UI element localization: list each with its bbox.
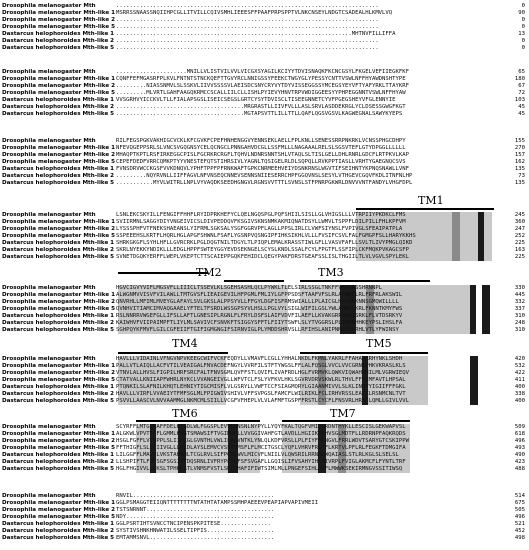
sequence-name: Drosophila melanogaster Mth-like 1 [2, 219, 115, 225]
residue-count: 332 [514, 299, 525, 305]
sequence-residues: HAVLLLVIDAINLVFNGVNPVKEEGCWIFVCKFEQDYLLVMAVFLCGLLYHHALNKDLFKMNLYAKRLFFAHAKRRHYNKLSHDH [116, 356, 403, 362]
alignment-row [0, 320, 529, 327]
sequence-residues: QNVRHLLMFIMLMVEYGLAFAYLSVLGKSLALPPSYVLLFFGYLDGFISFRMSWIALLLPLAICGLHLTHRKNNSGMQWILLLL [116, 299, 399, 305]
alignment-row [0, 327, 529, 334]
sequence-name: Drosophila melanogaster Mth-like 1 [2, 292, 115, 298]
residue-count: 400 [514, 384, 525, 390]
sequence-name: Dastarcus helophoroides Mth-like 2 [2, 104, 115, 110]
sequence-residues: ......................................MGTAPSVTTLILLTTLLQAFLQGSVGSVLKAGWEGNALSAWYKYEPS [116, 111, 403, 117]
sequence-residues: KAIWHVFVIIPAIMPFTLIYLMLSAVIVCFSNVKFTSIGGYSFFTLFIIYTSWFLSLYTVGGRSLPLTNGRHHKEYPSLIHSLFA [116, 320, 403, 326]
sequence-residues: PSVVLLAASCVLNVVAAMMGLNKMCMLSIILLVCGFVFHEPLVLVLAFMFTGSPFFRSTLCYCFLFNSVRLHRMILQMLLGIVLVVL [116, 398, 409, 404]
residue-count: 310 [514, 313, 525, 319]
alignment-row [0, 254, 529, 261]
sequence-name: Dastarcus helophoroides Mth-like 5 [2, 254, 115, 260]
alignment-row [0, 45, 529, 52]
sequence-name: Dastarcus helophoroides Mth-like 5 [2, 535, 115, 541]
sequence-residues: ALWGNMVVISVFVILAWLLTMTGVSFLIEAIGEVILHFPGMLFMLIYLGFPPSDSFTAAFVFSLRLAFWRVLRLFRFRLAKSWIL [116, 292, 403, 298]
residue-count: 452 [514, 528, 525, 534]
residue-count: 532 [514, 363, 525, 369]
sequence-residues: .............................................................................. [116, 3, 379, 9]
alignment-row [0, 145, 529, 152]
alignment-row [0, 69, 529, 76]
sequence-residues: RSLNNRRVWGEFGLLIFSLLAFTLGNESIPLRGNLFLFRYLDSFSLAIFVDVFILAEFLLKVAKGRPRRNSSRKLFLVTDSRKYV [116, 313, 403, 319]
residue-count: 0 [521, 17, 525, 23]
tm2-bar-right [224, 280, 284, 282]
tm2-label: TM2 [196, 266, 222, 279]
sequence-residues: SKRLNYEKKYNDIKLLLEDGLHPPFSWTEYGGYEVDSEKNGELSCYSLKNDLSSALFCYLFPGTFLSSFIPLCKFMQKPVKAGCSFP [116, 247, 409, 253]
sequence-name: Drosophila melanogaster Mth-like 5 [2, 90, 115, 96]
residue-count: 103 [514, 97, 525, 103]
sequence-name: Drosophila melanogaster Mth [2, 138, 96, 144]
tm6-bar [136, 420, 260, 422]
sequence-name: Dastarcus helophoroides Mth-like 2 [2, 247, 115, 253]
residue-count: 157 [514, 152, 525, 158]
alignment-row [0, 159, 529, 166]
residue-count: 618 [514, 431, 525, 437]
sequence-name: Drosophila melanogaster Mth [2, 285, 96, 291]
residue-count: 45 [518, 111, 525, 117]
residue-count: 337 [514, 306, 525, 312]
alignment-row [0, 299, 529, 306]
residue-count: 496 [514, 438, 525, 444]
sequence-residues: HAVLLLVIRFLVVAEIYTFMFSGLMLFPIGWIVSHIVLVFFSVPGSLFAMCFLWILRIKLFCLIRHVRSSLEATKLRSNMCNLTVT [116, 391, 406, 397]
alignment-row [0, 391, 529, 398]
sequence-residues: .............................................................................. [116, 24, 379, 30]
alignment-row [0, 528, 529, 535]
residue-count: 310 [514, 327, 525, 333]
sequence-name: Drosophila melanogaster Mth-like 5 [2, 24, 115, 30]
alignment-row [0, 493, 529, 500]
tm6-label: TM6 [172, 407, 198, 420]
alignment-row [0, 17, 529, 24]
sequence-name: Drosophila melanogaster Mth-like 5 [2, 306, 115, 312]
residue-count: 72 [518, 90, 525, 96]
sequence-residues: .........NQYRVNLLIIFFAGVLNFVNSEQCNNEVSENNSNIIESERRCHPFGGQVNSLSESYLVTHGEVCGQVFKDLITNFNLHP [116, 173, 413, 179]
residue-count: 252 [514, 233, 525, 239]
sequence-name: Dastarcus helophoroides Mth-like 1 [2, 240, 115, 246]
sequence-residues: GGLPSMAGGTEIIQNTTTTTTTTNTATHTATAMPSSMHPAEEEVPEAPIAPVAPIVMEII [116, 500, 319, 506]
sequence-residues: FVNSDRVWCCKGSFVVKDNQVLYPHFTPPFPFRNKWAFTGPKCNRMEEHVEIYDSNKRNSLWGVTIFSEIHNTYKPNQSNAWLLVNF [116, 166, 409, 172]
residue-count: 45 [518, 104, 525, 110]
alignment-row [0, 233, 529, 240]
residue-count: 155 [514, 138, 525, 144]
residue-count: 247 [514, 226, 525, 232]
alignment-row [0, 10, 529, 17]
alignment-row [0, 445, 529, 452]
sequence-name: Drosophila melanogaster Mth-like 5 [2, 233, 115, 239]
residue-count: 162 [514, 159, 525, 165]
alignment-row [0, 356, 529, 363]
sequence-residues: CQNFFEFMGASRFPLKVLFNTNTSTNCKQEFTTGVYRCLNNIGSSYFEEKCTWGYGLYPESSYCNTTVSWLNFFHYAWDNSHTYPE [116, 76, 406, 82]
sequence-name: Drosophila melanogaster Mth-like 1 [2, 10, 115, 16]
residue-count: 493 [514, 445, 525, 451]
sequence-residues: VVSGRHVYICCKVLTLLFIALAPSGSLISEICSEGSLGRTCYSYTDVISCLTISEEGNNETCYVFPGEGSHEYVFGLENNYIE [116, 97, 396, 103]
sequence-name: Dastarcus helophoroides Mth-like 1 [2, 313, 115, 319]
sequence-residues: TSTSNRNNT...................................... [116, 507, 275, 513]
sequence-name: Dastarcus helophoroides Mth-like 2 [2, 38, 115, 44]
alignment-row [0, 3, 529, 10]
sequence-name: Drosophila melanogaster Mth-like 2 [2, 507, 115, 513]
sequence-name: Dastarcus helophoroides Mth-like 5 [2, 111, 115, 117]
sequence-name: Drosophila melanogaster Mth [2, 493, 96, 499]
sequence-name: Drosophila melanogaster Mth-like 1 [2, 76, 115, 82]
tm7-label: TM7 [330, 407, 356, 420]
residue-count: 411 [514, 377, 525, 383]
residue-count: 248 [514, 320, 525, 326]
residue-count: 505 [514, 507, 525, 513]
sequence-name: Drosophila melanogaster Mth-like 2 [2, 152, 115, 158]
sequence-residues: NFEVQGEPPSRLSLVNCSVGQGNSYCELQCNGCLPNNGAHVDCGLLSSFMLLLNAGAAALRELSLSGSVTEFLGTYDPGGLLLLLL [116, 145, 406, 151]
sequence-name: Dastarcus helophoroides Mth-like 2 [2, 320, 115, 326]
alignment-row [0, 500, 529, 507]
sequence-name: Dastarcus helophoroides Mth-like 1 [2, 452, 115, 458]
residue-count: 420 [514, 356, 525, 362]
residue-count: 0 [521, 3, 525, 9]
alignment-row [0, 76, 529, 83]
alignment-row [0, 370, 529, 377]
alignment-row [0, 438, 529, 445]
residue-count: 135 [514, 166, 525, 172]
residue-count: 163 [514, 247, 525, 253]
sequence-residues: MHAQPTKPTLRSFIRKEGGCPISLFGCRKRCRGFLTQHVLNDNRSNNTSHLVTAQLSLTISLGELLDHLRNRLGDCFLRTPKVLKAP [116, 152, 409, 158]
tm4-bar [118, 352, 228, 354]
alignment-row [0, 219, 529, 226]
sequence-residues: CTATVALLKNIIAPFWHRLNYKCLVVANGEIVGLLWFVTCLFSLYVFKVLHKLSGVRVDRVSKWLRLTHVLFFMIMFAVTLHPSAL [116, 377, 406, 383]
sequence-name: Drosophila melanogaster Mth [2, 3, 96, 9]
sequence-name: Drosophila melanogaster Mth-like 5 [2, 377, 115, 383]
sequence-name: Drosophila melanogaster Mth-like 5 [2, 514, 115, 520]
sequence-residues: SSPEEEHSLKRTFLHQRLHGLAPGFSHWNLFSAFLYGSNPVQSNGIPFIHKSIKHLVLLLFVSIFCSVLFALFGMGPFSLLHARYKKHS [116, 233, 416, 239]
alignment-row [0, 111, 529, 118]
alignment-row [0, 83, 529, 90]
alignment-row [0, 398, 529, 405]
alignment-row [0, 424, 529, 431]
residue-count: 0 [521, 24, 525, 30]
sequence-residues: ALGKWLVPVTTGFLGMMLKSGTSMAWSIFTVGIMWVLLVVGGIVAHFGTLAVDLLHGIIKYFHVSGLMDTFLLRDRNPFAQKRQDS [116, 431, 406, 437]
sequence-residues: LILGGFFLMAVVLVKSTAHVHLTCGLRVLSIFPGVLWVLMICVFLNIILVLQWSRILRRNHLWQAIASLSTLRLKGLSLSELSL [116, 452, 399, 458]
alignment-row [0, 466, 529, 473]
residue-count: 498 [514, 535, 525, 541]
alignment-row [0, 180, 529, 187]
sequence-residues: NDY............................................ [116, 514, 275, 520]
sequence-name: Drosophila melanogaster Mth-like 2 [2, 438, 115, 444]
sequence-residues: LYSSSPHFVTFNEKSHAEANSLYIFRMLSGKSALYSGFGGRVPFLAGLLPPSLIRLCLVWFSIYNSLFVPIVGLSFEAIPATPLA [116, 226, 403, 232]
tm3-bar [300, 280, 430, 282]
residue-count: 496 [514, 514, 525, 520]
sequence-name: Dastarcus helophoroides Mth-like 2 [2, 391, 115, 397]
alignment-row [0, 535, 529, 542]
residue-count: 338 [514, 391, 525, 397]
sequence-name: Drosophila melanogaster Mth-like 1 [2, 500, 115, 506]
sequence-residues: SVIIRMNLSAGGYDIYVNGEIVICSLDIVPEDDQVFKSGIVSKNSNMKAKMIQNATDSYLLWMVLTSPPFLDILPILLFHLKPFVM [116, 219, 406, 225]
sequence-name: Drosophila melanogaster Mth-like 2 [2, 83, 115, 89]
sequence-name: Drosophila melanogaster Mth-like 1 [2, 431, 115, 437]
residue-count: 400 [514, 398, 525, 404]
residue-count: 225 [514, 240, 525, 246]
residue-count: 13 [518, 31, 525, 37]
residue-count: 490 [514, 452, 525, 458]
residue-count: 225 [514, 254, 525, 260]
sequence-name: Dastarcus helophoroides Mth-like 5 [2, 45, 115, 51]
sequence-name: Dastarcus helophoroides Mth-like 2 [2, 459, 115, 465]
residue-count: 509 [514, 424, 525, 430]
residue-count: 423 [514, 459, 525, 465]
sequence-name: Drosophila melanogaster Mth [2, 69, 96, 75]
alignment-row [0, 38, 529, 45]
alignment-row [0, 226, 529, 233]
sequence-residues: HGVCIGVYVIFLMGSVFLLIIICLTSSEVLKLSGEHSASHLQCLPYWKLTLELSIRLSSGLTNKFFVPHGRSSHRNNPL [116, 285, 383, 291]
sequence-residues: LSNLEKCSKYILLFENGIFFHHFLRYIDPRKHEFYCLQELNGQSPGLPQFSHIILSISLLGLVHIGSLLLVTRPIIYPKDKCLFMS [116, 212, 406, 218]
sequence-residues: VTNVLALLHVSLFIGPILHRFSRCFALTFNVSGMLQVFFSTLQVIFLIVAFRDLHGLFVRMVKLQWKVIQWAHWNILMLVGRWIEQV [116, 370, 409, 376]
sequence-name: Dastarcus helophoroides Mth-like 2 [2, 528, 115, 534]
sequence-residues: QVNHVITIAMCIMVAQGAAELYFTELTFSRDLWSSGPSYVLHSLLPGLVYLSIGLWIFILGSLYWLAHNKLKRLFKNNTKMYFWS [116, 306, 403, 312]
sequence-residues: SGHPQYKFMVFLGILCGFEIIFTGIFIGMGNGIFSIRNVIGLPLYMDDSHRVSLLRFIHSLANIPNMLAYLRHLVTLYFWINSY [116, 327, 399, 333]
alignment-row [0, 452, 529, 459]
alignment-row [0, 90, 529, 97]
alignment-row [0, 138, 529, 145]
sequence-residues: .........NIASSNMVLSLSSKVLIIVVSSSSVLAEISDCSNYCRYVYTDYVISSEGGSSYMCEGSYEYVFTYAFYRKLTTAYKRF [116, 83, 409, 89]
residue-count: 270 [514, 145, 525, 151]
sequence-residues: RNVIL.......................................... [116, 493, 275, 499]
tm5-bar [300, 352, 428, 354]
residue-count: 445 [514, 292, 525, 298]
alignment-row [0, 31, 529, 38]
alignment-row [0, 384, 529, 391]
alignment-row [0, 459, 529, 466]
alignment-row [0, 292, 529, 299]
sequence-name: Drosophila melanogaster Mth [2, 212, 96, 218]
residue-count: 0 [521, 45, 525, 51]
sequence-residues: MSRRSSNAASSNQIIHPCGLLITVILLCQIVSMHLIEEESFFPAAFPRPSPPTVLNKCNSEYLNDGTCSADEALHLKMVLVQ [116, 10, 393, 16]
alignment-row [0, 104, 529, 111]
tm3-label: TM3 [318, 266, 344, 279]
sequence-name: Dastarcus helophoroides Mth-like 1 [2, 521, 115, 527]
sequence-name: Dastarcus helophoroides Mth-like 5 [2, 466, 115, 472]
sequence-name: Dastarcus helophoroides Mth-like 5 [2, 398, 115, 404]
sequence-residues: HGLFHGIVVLLQKSLTPHKCATLVNMSFVSTLSRFRHAFIFIWTSIMLMLLPNGEFSIHLVGFLMWWKSEKIRMNGVSSITIWSQ [116, 466, 403, 472]
tm1-bar [356, 208, 494, 210]
sequence-residues: .........MLVRTLGAHFAAGQKRMCCSCALLIILCLLISHLPYIEVYHNVTRPVWDIGGEESYYPHPEGGNNTVSWLNFFHYAW [116, 90, 406, 96]
tm5-label: TM5 [366, 337, 392, 350]
alignment-row [0, 212, 529, 219]
alignment-row [0, 240, 529, 247]
alignment-row [0, 507, 529, 514]
sequence-residues: ......................................MRGRASTLLIIVFVLLLASLSRVLASDDEKRGLYCLDSESSGWGFKGT [116, 104, 406, 110]
sequence-residues: .....................MNILLVLISTVILVVLVICGXSYAGILKCIYYTDVISNAQKFKCNCGSYLFKGELVEFIIEGKFKF [116, 69, 409, 75]
sequence-name: Drosophila melanogaster Mth-like 2 [2, 299, 115, 305]
residue-count: 180 [514, 76, 525, 82]
sequence-name: Dastarcus helophoroides Mth-like 2 [2, 173, 115, 179]
sequence-name: Drosophila melanogaster Mth-like 1 [2, 363, 115, 369]
residue-count: 73 [518, 173, 525, 179]
sequence-residues: SVNETDGQKYERFFLWEPLVKEPTCTTSCAIEPPGQKFEHIDCLQEGYPAKFDRSTGEAFSSLISLTHGIILTLVLVGVLSPYLEKL [116, 254, 409, 260]
sequence-name: Dastarcus helophoroides Mth-like 1 [2, 166, 115, 172]
alignment-row [0, 431, 529, 438]
tm7-bar [282, 420, 410, 422]
residue-count: 488 [514, 466, 525, 472]
sequence-residues: PALLVTLAIQLLACFVTILVEAIGALFNVACDEFNGYLVVRFILSTFTYWGSLFFLALFQSGLVVCLVVCGRNMPHKVKRASLKLS [116, 363, 406, 369]
sequence-residues: HSGLFGFFLVTVPPLSLIIAKGLGVNTHLVWLIFAGVNTKLYNLQLKDFVRSLLPLFIYFHLNGVLFRRLWDVTSARYGTCSKIPPW [116, 438, 409, 444]
sequence-residues: .............................................................................. [116, 45, 379, 51]
sequence-residues: LLSHPIFTLFHFSGFSGSIVYDQSRNLIVFRYPLYRFSFSVGAFLLGQISLIFVSAHYIHLHIVRPLFVIGLAKMCFLFYNTLTRF [116, 459, 406, 465]
alignment-row [0, 152, 529, 159]
sequence-name: Drosophila melanogaster Mth [2, 356, 96, 362]
alignment-row [0, 285, 529, 292]
residue-count: 330 [514, 285, 525, 291]
residue-count: 360 [514, 219, 525, 225]
sequence-residues: .............................................................................. [116, 17, 379, 23]
alignment-row [0, 173, 529, 180]
sequence-name: Dastarcus helophoroides Mth-like 1 [2, 97, 115, 103]
tm2-bar-left [118, 272, 208, 274]
sequence-residues: SYSTIVSHNKHNWATILSSELTIPFIS.................... [116, 528, 275, 534]
sequence-residues: GGLPSRTIHTSVNCCTNCIPENSPKPITESE............... [116, 521, 271, 527]
residue-count: 135 [514, 180, 525, 186]
sequence-name: Drosophila melanogaster Mth-like 2 [2, 17, 115, 23]
residue-count: 521 [514, 521, 525, 527]
alignment-row [0, 306, 529, 313]
sequence-name: Drosophila melanogaster Mth-like 5 [2, 445, 115, 451]
sequence-name: Drosophila melanogaster Mth-like 1 [2, 145, 115, 151]
alignment-row [0, 377, 529, 384]
alignment-row [0, 24, 529, 31]
sequence-residues: EMTAMMSNVL..................................... [116, 535, 275, 541]
residue-count: 675 [514, 500, 525, 506]
sequence-name: Dastarcus helophoroides Mth-like 5 [2, 180, 115, 186]
sequence-residues: SHRKGKGFLSYHLHFLLGVRCRKLPGLDQGTNILTDGYLTLPIQPLEMALKRASSTIWLGFLLVASVFAFLLSVLTLIVYPMGLQIKD [116, 240, 413, 246]
sequence-name: Dastarcus helophoroides Mth-like 5 [2, 327, 115, 333]
sequence-residues: PTQNKILSLAFNILKHQTLEHNIYTIGCMISFLVLGSRYLLVWFTCCFSIAGMQRYLGIAANMIVVLSLKLINHTYIGIIFFFGKL [116, 384, 406, 390]
sequence-residues: CEPEFDEDFVRRCQMKPTYYVNESTEFQTSTIHRSIVLYAGNLTQSIGELRLDLSQPQLLRVKPPTIASLLVRHTYGAEGNQCSVS [116, 159, 406, 165]
sequence-residues: FFTHIGFLSLSCIIVGLLLNLDLAYSLEMVCVSFTVMSFLFLMCITGSCLYQFLVHRVFRGTFLKRTVLPFLRLFEGKFTDMGIFA [116, 445, 406, 451]
sequence-residues: RILFEGSPGKVAKHIGCVCKLKFCGVKFCPEFHNHENGGVYENNSEKLAELLFPLKNLLSENESSRRPNKRKLVCNSSPHGCDHPY [116, 138, 406, 144]
alignment-row [0, 97, 529, 104]
residue-count: 90 [518, 10, 525, 16]
alignment-row [0, 514, 529, 521]
sequence-name: Drosophila melanogaster Mth-like 2 [2, 226, 115, 232]
alignment-row [0, 521, 529, 528]
tm1-label: TM1 [418, 194, 444, 207]
sequence-residues: ...........MYVLWITRLLNPLVYVAQDKSEEDHGNGVLRGNSVVTTTLSVNSLSTFPNRPGKWRLDNVVVNTFANDYLVHGFDPL [116, 180, 413, 186]
residue-count: 422 [514, 370, 525, 376]
alignment-row [0, 313, 529, 320]
sequence-name: Drosophila melanogaster Mth [2, 424, 96, 430]
sequence-residues: SCYRFFLMTGVYAFFDELKTGDLWLFGGSPLEVVLGNSNLNYPYLLYQYFKALTQGFVMILSRDNTHYKLLESCISLGEKWAPVSL [116, 424, 406, 430]
alignment-row [0, 363, 529, 370]
residue-count: 245 [514, 212, 525, 218]
residue-count: 65 [518, 69, 525, 75]
alignment-row [0, 166, 529, 173]
alignment-row [0, 247, 529, 254]
sequence-residues: ......................................................................MHTNVFILLIFFA [116, 31, 396, 37]
sequence-residues: .............................................................................. [116, 38, 379, 44]
tm4-label: TM4 [172, 337, 198, 350]
residue-count: 514 [514, 493, 525, 499]
residue-count: 67 [518, 83, 525, 89]
sequence-name: Dastarcus helophoroides Mth-like 1 [2, 31, 115, 37]
sequence-name: Drosophila melanogaster Mth-like 2 [2, 370, 115, 376]
sequence-name: Dastarcus helophoroides Mth-like 1 [2, 384, 115, 390]
sequence-name: Drosophila melanogaster Mth-like 5 [2, 159, 115, 165]
residue-count: 0 [521, 38, 525, 44]
